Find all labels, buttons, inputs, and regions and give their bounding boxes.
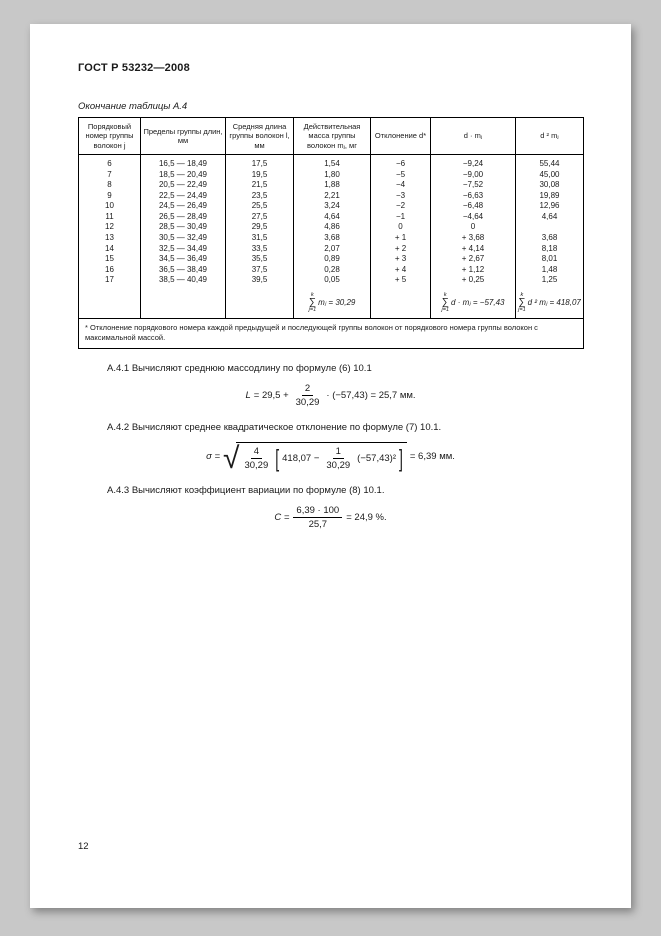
table-cell: 1,80 <box>294 170 371 181</box>
footnote-row <box>79 318 584 348</box>
table-cell: + 2,67 <box>431 254 516 265</box>
table-cell: 19,5 <box>226 170 294 181</box>
table-cell: 16,5 — 18,49 <box>141 155 226 170</box>
table-cell: 30,5 — 32,49 <box>141 233 226 244</box>
section-a42-text: А.4.2 Вычисляют среднее квадратическое отклонение по формуле (7) 10.1. <box>107 421 442 433</box>
table-footer <box>79 286 584 349</box>
table-cell: 27,5 <box>226 212 294 223</box>
formula-tail: · (−57,43) = 25,7 мм. <box>326 389 416 401</box>
table-cell: + 4 <box>371 265 431 276</box>
table-cell: 23,5 <box>226 191 294 202</box>
col-header-group-number: Порядковый номер группы волокон j <box>79 118 141 155</box>
table-cell: + 1 <box>371 233 431 244</box>
table-cell: 3,68 <box>516 233 584 244</box>
table-cell: 1,48 <box>516 265 584 276</box>
table-cell: 13 <box>79 233 141 244</box>
sum-mass <box>309 293 356 314</box>
table-cell: −9,00 <box>431 170 516 181</box>
table-cell: 0 <box>371 222 431 233</box>
col-header-d2-m: d ² mⱼ <box>516 118 584 155</box>
fraction: $\frac{1}{30,29}$ <box>326 445 351 471</box>
table-cell: 6 <box>79 155 141 170</box>
table-cell: −7,52 <box>431 180 516 191</box>
sum-dm-cell <box>431 286 516 319</box>
table-cell: −4,64 <box>431 212 516 223</box>
table-cell: 1,25 <box>516 275 584 286</box>
table-footnote: * Отклонение порядкового номера каждой предыдущей и последующей группы волокон от порядкового номера группы волокон с максимальной массой. <box>79 318 584 348</box>
sigma-symbol: k ∑ j=1 <box>441 291 450 314</box>
fraction: $\frac{6,39 \cdot 100}{25,7}$ <box>293 505 342 530</box>
table-cell: 11 <box>79 212 141 223</box>
formula-mid: 418,07 − <box>282 452 320 464</box>
table-cell: 34,5 — 36,49 <box>141 254 226 265</box>
formula-square-term: (−57,43)² <box>357 452 396 464</box>
table-cell: 16 <box>79 265 141 276</box>
table-cell: 39,5 <box>226 275 294 286</box>
table-row <box>79 170 584 181</box>
table-row <box>79 155 584 170</box>
table-header-row <box>79 118 584 155</box>
table-cell: 4,64 <box>294 212 371 223</box>
sum-row <box>79 286 584 319</box>
table-row <box>79 191 584 202</box>
section-a43-text: А.4.3 Вычисляют коэффициент вариации по формуле (8) 10.1. <box>107 484 385 496</box>
table-cell: 2,07 <box>294 244 371 255</box>
table-cell: 2,21 <box>294 191 371 202</box>
table-header <box>79 118 584 155</box>
sum-mass-value: mⱼ = 30,29 <box>318 297 356 307</box>
table-cell: 1,88 <box>294 180 371 191</box>
table-cell: 25,5 <box>226 201 294 212</box>
table-cell: + 3 <box>371 254 431 265</box>
sum-d2m <box>518 293 581 314</box>
section-a41-text: А.4.1 Вычисляют среднюю массодлину по формуле (6) 10.1 <box>107 362 372 374</box>
table-cell: 10 <box>79 201 141 212</box>
sum-mass-cell <box>294 286 371 319</box>
table-cell: 45,00 <box>516 170 584 181</box>
table-cell: 26,5 — 28,49 <box>141 212 226 223</box>
table-cell: 8 <box>79 180 141 191</box>
formula-lhs: L <box>245 389 251 401</box>
close-bracket: ] <box>398 444 403 473</box>
table-cell: 19,89 <box>516 191 584 202</box>
table-cell: 29,5 <box>226 222 294 233</box>
table-cell: 8,01 <box>516 254 584 265</box>
table-cell: + 4,14 <box>431 244 516 255</box>
doc-header: ГОСТ Р 53232—2008 <box>78 62 190 74</box>
table-cell: 4,86 <box>294 222 371 233</box>
col-header-d-m: d · mⱼ <box>431 118 516 155</box>
table-row <box>79 233 584 244</box>
col-header-length-limits: Пределы группы длин, мм <box>141 118 226 155</box>
data-table <box>78 117 584 349</box>
table-cell: 17 <box>79 275 141 286</box>
empty-cell <box>226 286 294 319</box>
formula-tail: = 24,9 %. <box>346 511 387 523</box>
table-cell: 7 <box>79 170 141 181</box>
table-cell: 3,24 <box>294 201 371 212</box>
table-row <box>79 275 584 286</box>
table-cell: 55,44 <box>516 155 584 170</box>
table-row <box>79 201 584 212</box>
table-cell: −6,48 <box>431 201 516 212</box>
table-cell: 17,5 <box>226 155 294 170</box>
table-cell: 22,5 — 24,49 <box>141 191 226 202</box>
table-cell: 37,5 <box>226 265 294 276</box>
table-row <box>79 244 584 255</box>
col-header-actual-mass: Действительная масса группы волокон mⱼ, мг <box>294 118 371 155</box>
sum-dm <box>442 293 505 314</box>
table-row <box>79 222 584 233</box>
table-cell: −6 <box>371 155 431 170</box>
empty-cell <box>371 286 431 319</box>
radicand <box>236 442 406 471</box>
sum-d2m-cell <box>516 286 584 319</box>
formula-a42 <box>78 441 583 475</box>
table-cell: + 5 <box>371 275 431 286</box>
table-cell: 32,5 — 34,49 <box>141 244 226 255</box>
document-page <box>30 24 631 908</box>
col-header-deviation: Отклонение d* <box>371 118 431 155</box>
table-cell: 4,64 <box>516 212 584 223</box>
table-row <box>79 212 584 223</box>
table-cell: + 0,25 <box>431 275 516 286</box>
table-cell: + 1,12 <box>431 265 516 276</box>
table-cell: 12 <box>79 222 141 233</box>
table-cell: 33,5 <box>226 244 294 255</box>
table-cell: 31,5 <box>226 233 294 244</box>
open-bracket: [ <box>275 444 280 473</box>
square-root <box>223 441 407 475</box>
table-caption: Окончание таблицы А.4 <box>78 101 188 112</box>
formula-a43 <box>78 505 583 530</box>
fraction: $\frac{4}{30,29}$ <box>244 445 269 471</box>
table-cell: 0,05 <box>294 275 371 286</box>
table-cell: 0 <box>431 222 516 233</box>
radical-icon: √ <box>223 441 240 475</box>
table-cell <box>516 222 584 233</box>
table-cell: 36,5 — 38,49 <box>141 265 226 276</box>
table-cell: 15 <box>79 254 141 265</box>
page-content <box>30 24 631 530</box>
table-cell: 14 <box>79 244 141 255</box>
sigma-symbol: k ∑ j=1 <box>308 291 317 314</box>
table-cell: 38,5 — 40,49 <box>141 275 226 286</box>
table-cell: 20,5 — 22,49 <box>141 180 226 191</box>
formula-tail: = 6,39 мм. <box>409 450 455 462</box>
table-cell: 8,18 <box>516 244 584 255</box>
table-row <box>79 265 584 276</box>
table-body <box>79 155 584 286</box>
table-cell: 0,28 <box>294 265 371 276</box>
table-cell: 21,5 <box>226 180 294 191</box>
formula-lhs: C = <box>274 511 290 523</box>
col-header-avg-length: Средняя длина группы волокон l, мм <box>226 118 294 155</box>
page-number: 12 <box>78 841 89 852</box>
table-row <box>79 254 584 265</box>
table-cell: + 3,68 <box>431 233 516 244</box>
table-cell: −6,63 <box>431 191 516 202</box>
formula-lhs: σ = <box>206 450 220 462</box>
table-cell: 24,5 — 26,49 <box>141 201 226 212</box>
table-cell: 3,68 <box>294 233 371 244</box>
formula-mid: = 29,5 + <box>253 389 289 401</box>
table-cell: 18,5 — 20,49 <box>141 170 226 181</box>
table-cell: 12,96 <box>516 201 584 212</box>
sum-d2m-value: d ² mⱼ = 418,07 <box>527 297 581 307</box>
table-cell: 0,89 <box>294 254 371 265</box>
table-cell: 30,08 <box>516 180 584 191</box>
formula-a41 <box>78 383 583 408</box>
table-cell: −1 <box>371 212 431 223</box>
table-cell: −3 <box>371 191 431 202</box>
table-cell: + 2 <box>371 244 431 255</box>
table-cell: 9 <box>79 191 141 202</box>
empty-cell <box>141 286 226 319</box>
table-row <box>79 180 584 191</box>
fraction: $\frac{2}{30,29}$ <box>295 382 320 408</box>
sum-dm-value: d · mⱼ = −57,43 <box>451 297 505 307</box>
sigma-symbol: k ∑ j=1 <box>518 291 526 314</box>
table-cell: 35,5 <box>226 254 294 265</box>
table-cell: −5 <box>371 170 431 181</box>
table-cell: 1,54 <box>294 155 371 170</box>
table-cell: −4 <box>371 180 431 191</box>
table-cell: −9,24 <box>431 155 516 170</box>
table-cell: 28,5 — 30,49 <box>141 222 226 233</box>
empty-cell <box>79 286 141 319</box>
table-cell: −2 <box>371 201 431 212</box>
